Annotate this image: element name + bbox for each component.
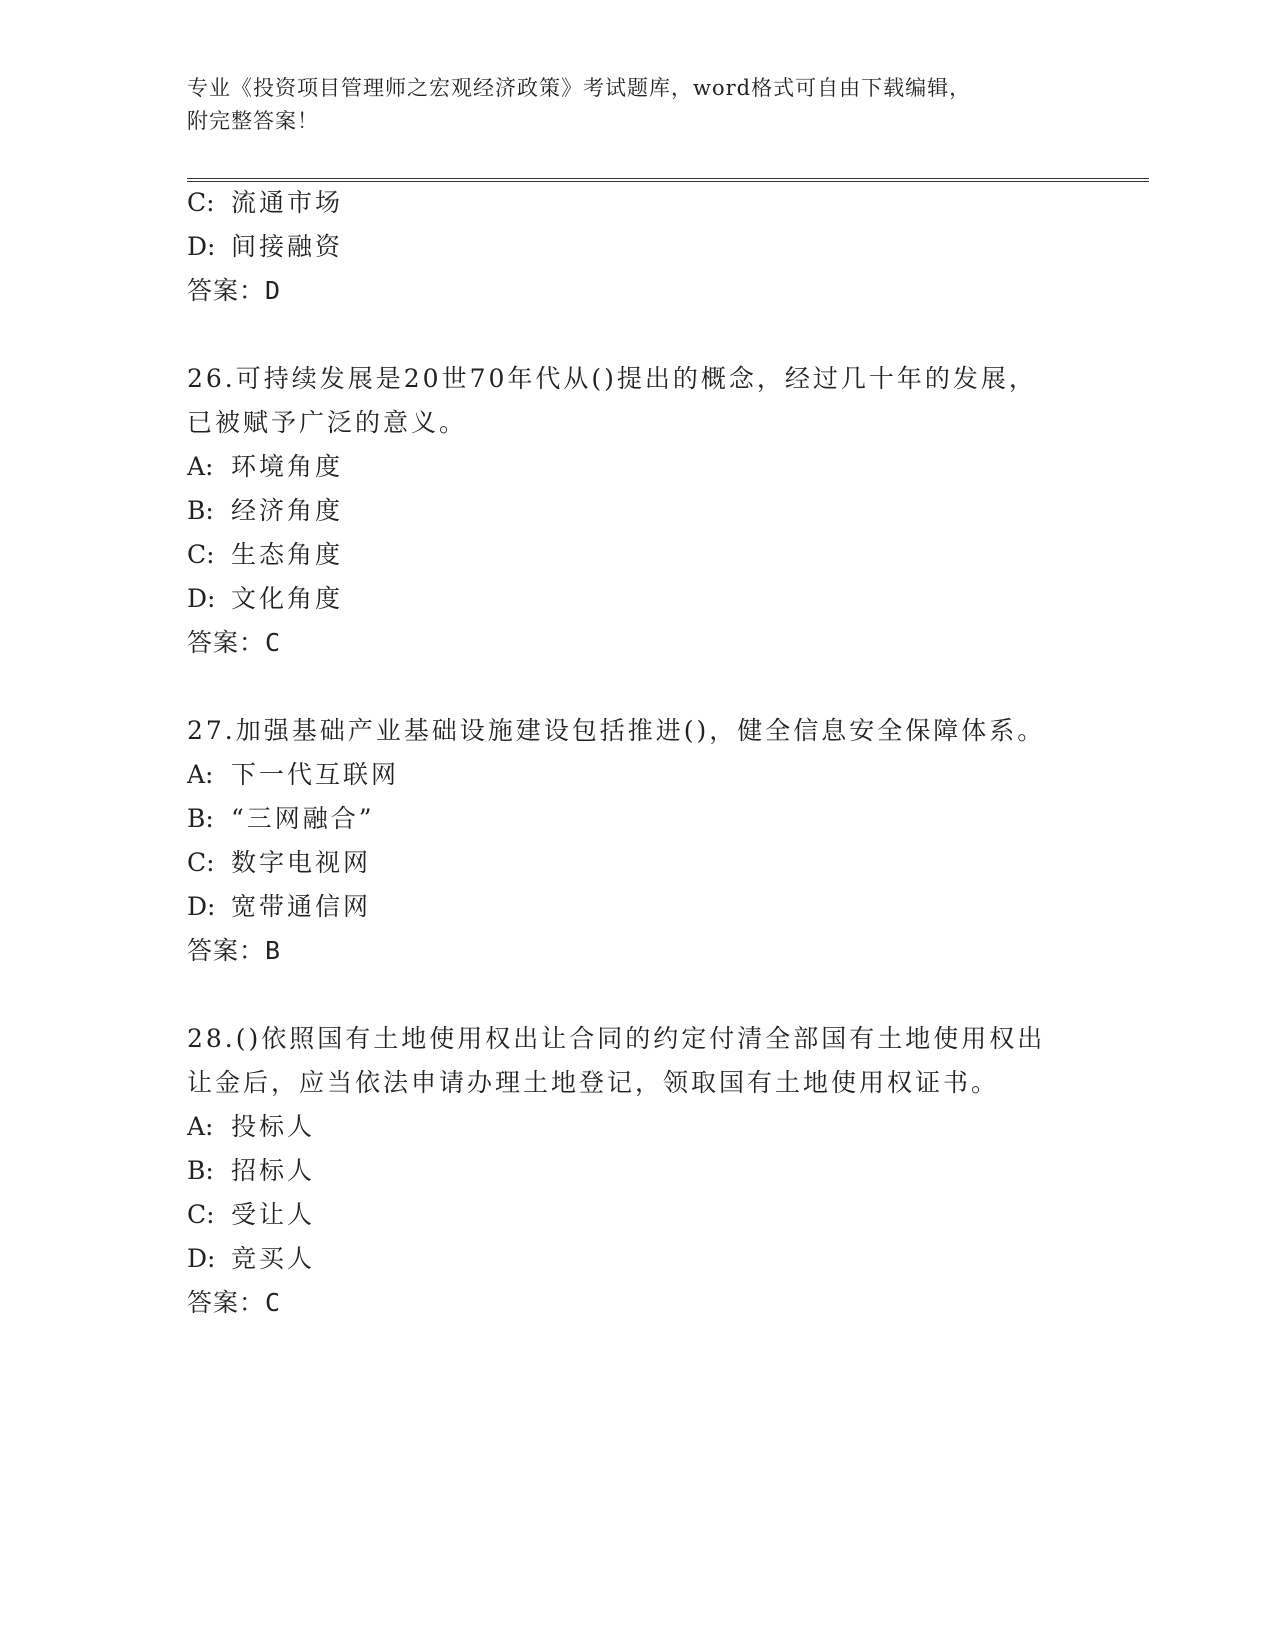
q27-option-c	[187, 846, 371, 880]
option-prefix: B:	[187, 1156, 214, 1185]
option-text: 投标人	[231, 1112, 316, 1141]
header-line-1: 专业《投资项目管理师之宏观经济政策》考试题库，word格式可自由下载编辑，	[187, 76, 972, 100]
option-prefix: A:	[187, 760, 214, 789]
option-text: 流通市场	[231, 188, 344, 217]
option-text: 间接融资	[231, 232, 344, 261]
option-text: “三网融合”	[231, 804, 375, 833]
document-header	[187, 72, 1067, 138]
q26-option-d	[187, 582, 343, 616]
q26-stem-line-1: 26.可持续发展是20世70年代从()提出的概念，经过几十年的发展，	[187, 364, 1037, 393]
q26-option-c	[187, 538, 343, 572]
option-text: 宽带通信网	[231, 892, 372, 921]
q28-stem-line-2: 让金后，应当依法申请办理土地登记，领取国有土地使用权证书。	[187, 1068, 1000, 1097]
option-text: 竞买人	[231, 1244, 316, 1273]
answer-value: B	[265, 936, 282, 965]
option-prefix: A:	[187, 1112, 214, 1141]
q28-option-b	[187, 1154, 315, 1188]
answer-label: 答案：	[187, 1288, 266, 1317]
q28-answer	[187, 1286, 281, 1320]
option-prefix: A:	[187, 452, 214, 481]
option-prefix: D:	[187, 1244, 216, 1273]
q25-option-c	[187, 186, 343, 220]
option-prefix: C:	[187, 540, 215, 569]
option-text: 招标人	[231, 1156, 316, 1185]
q28-option-d	[187, 1242, 315, 1276]
option-prefix: C:	[187, 188, 215, 217]
q26-option-a	[187, 450, 343, 484]
option-prefix: D:	[187, 892, 216, 921]
option-text: 环境角度	[231, 452, 344, 481]
answer-value: C	[265, 1288, 282, 1317]
answer-label: 答案：	[187, 628, 266, 657]
q25-answer	[187, 274, 281, 308]
option-text: 文化角度	[231, 584, 344, 613]
q28-option-a	[187, 1110, 315, 1144]
option-prefix: B:	[187, 496, 214, 525]
option-text: 下一代互联网	[231, 760, 400, 789]
header-line-2: 附完整答案！	[187, 109, 319, 133]
q26-stem-line-2: 已被赋予广泛的意义。	[187, 408, 468, 437]
option-text: 数字电视网	[231, 848, 372, 877]
option-text: 受让人	[231, 1200, 316, 1229]
q27-option-a	[187, 758, 399, 792]
q27-option-d	[187, 890, 371, 924]
header-divider	[187, 178, 1149, 182]
option-prefix: C:	[187, 848, 215, 877]
q28-stem-line-1: 28.()依照国有土地使用权出让合同的约定付清全部国有土地使用权出	[187, 1024, 1046, 1053]
option-prefix: D:	[187, 584, 216, 613]
q26-option-b	[187, 494, 343, 528]
q27-stem-line-1: 27.加强基础产业基础设施建设包括推进()，健全信息安全保障体系。	[187, 716, 1046, 745]
q27-option-b	[187, 802, 375, 836]
answer-label: 答案：	[187, 936, 266, 965]
q28-option-c	[187, 1198, 315, 1232]
option-prefix: B:	[187, 804, 214, 833]
option-text: 生态角度	[231, 540, 344, 569]
answer-value: D	[265, 276, 282, 305]
q27-answer	[187, 934, 281, 968]
option-prefix: C:	[187, 1200, 215, 1229]
option-prefix: D:	[187, 232, 216, 261]
answer-value: C	[265, 628, 282, 657]
option-text: 经济角度	[231, 496, 344, 525]
q26-answer	[187, 626, 281, 660]
q25-option-d	[187, 230, 343, 264]
answer-label: 答案：	[187, 276, 266, 305]
